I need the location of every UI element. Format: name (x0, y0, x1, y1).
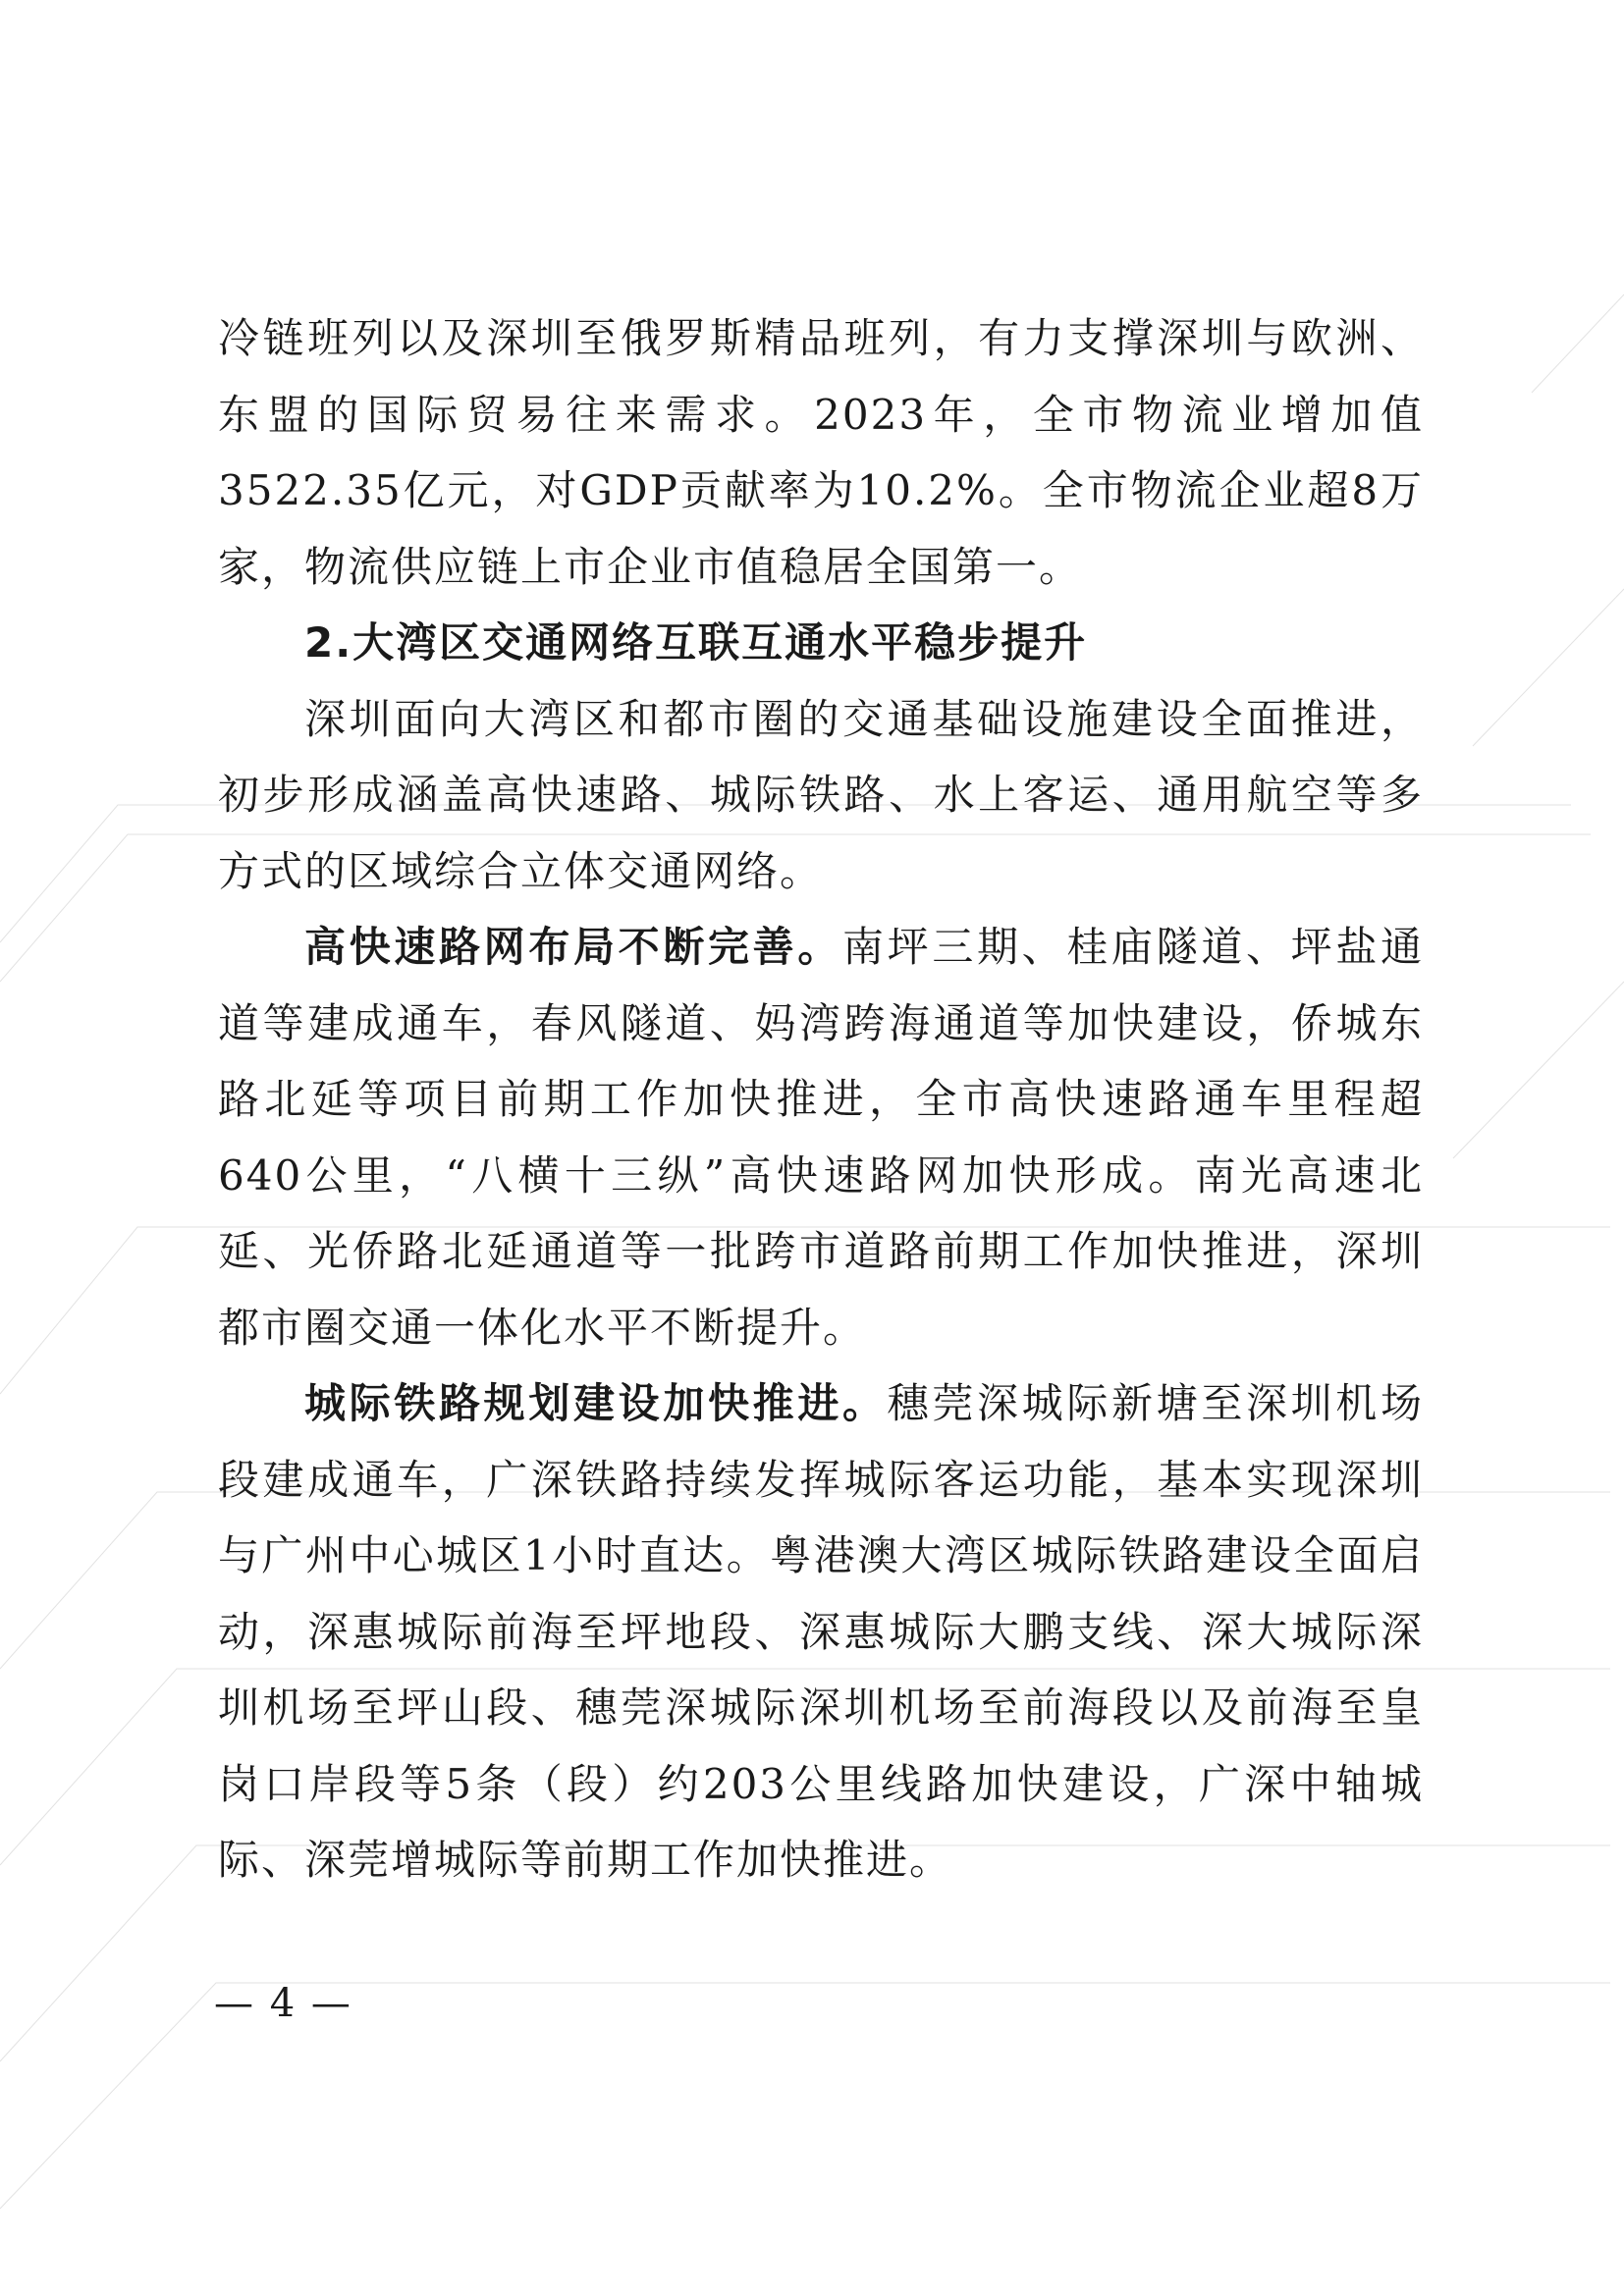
section-heading-2: 2.大湾区交通网络互联互通水平稳步提升 (304, 618, 1088, 667)
rail-body: 穗莞深城际新塘至深圳机场段建成通车，广深铁路持续发挥城际客运功能，基本实现深圳与广州中心城区1小时直达。粤港澳大湾区城际铁路建设全面启动，深惠城际前海至坪地段、深惠城际大鹏支线、深大城际深圳机场至坪山段、穗莞深城际深圳机场至前海段以及前海至皇岗口岸段等5条（段）约203公里线路加快建设，广深中轴城际、深莞增城际等前期工作加快推进。 (218, 1379, 1424, 1884)
rail-lead: 城际铁路规划建设加快推进。 (304, 1379, 888, 1427)
page-number: — 4 — (214, 1981, 352, 2026)
highway-lead: 高快速路网布局不断完善。 (304, 923, 842, 971)
document-body (218, 300, 1424, 1898)
paragraph-highway (218, 909, 1424, 1365)
paragraph-logistics: 冷链班列以及深圳至俄罗斯精品班列，有力支撑深圳与欧洲、东盟的国际贸易往来需求。2023年，全市物流业增加值3522.35亿元，对GDP贡献率为10.2%。全市物流企业超8万家，物流供应链上市企业市值稳居全国第一。 (218, 314, 1424, 591)
paragraph-rail (218, 1365, 1424, 1898)
highway-body: 南坪三期、桂庙隧道、坪盐通道等建成通车，春风隧道、妈湾跨海通道等加快建设，侨城东路北延等项目前期工作加快推进，全市高快速路通车里程超640公里，“八横十三纵”高快速路网加快形成。南光高速北延、光侨路北延通道等一批跨市道路前期工作加快推进，深圳都市圈交通一体化水平不断提升。 (218, 923, 1424, 1352)
paragraph-intro: 深圳面向大湾区和都市圈的交通基础设施建设全面推进，初步形成涵盖高快速路、城际铁路、水上客运、通用航空等多方式的区域综合立体交通网络。 (218, 694, 1424, 895)
